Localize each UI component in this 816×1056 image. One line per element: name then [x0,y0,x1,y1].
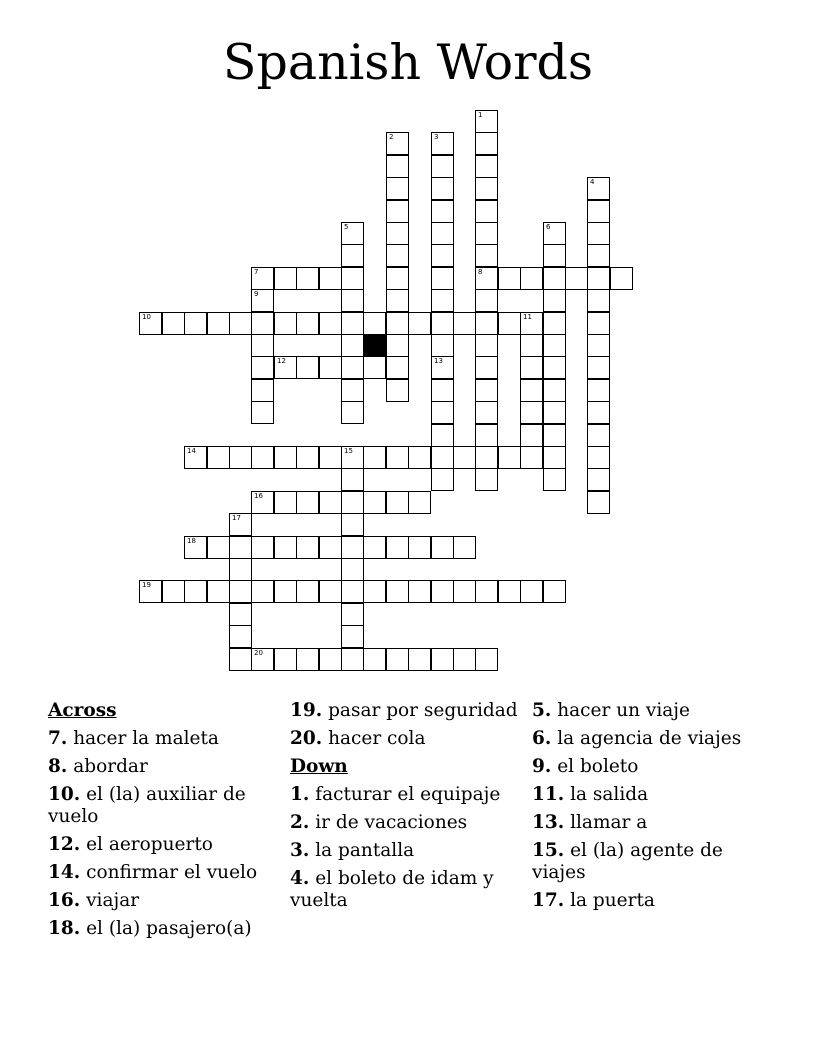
grid-cell[interactable] [341,312,364,335]
cell-number: 17 [232,514,241,522]
grid-cell[interactable] [341,401,364,424]
grid-cell[interactable] [184,446,207,469]
grid-cell[interactable] [431,267,454,290]
grid-cell[interactable] [296,491,319,514]
grid-cell[interactable] [319,312,342,335]
grid-cell[interactable] [229,580,252,603]
across-clue-20[interactable]: 20. hacer cola [290,728,426,749]
grid-cell[interactable] [363,648,386,671]
puzzle-title: Spanish Words [222,34,594,91]
grid-cell[interactable] [431,356,454,379]
grid-cell[interactable] [543,468,566,491]
grid-cell[interactable] [251,491,274,514]
grid-cell[interactable] [363,446,386,469]
grid-cell[interactable] [319,648,342,671]
grid-cell[interactable] [520,580,543,603]
grid-cell[interactable] [475,468,498,491]
grid-cell[interactable] [431,244,454,267]
clue-column-1 [48,700,278,946]
grid-cell[interactable] [587,401,610,424]
grid-cell[interactable] [587,244,610,267]
grid-cell[interactable] [229,446,252,469]
across-clue-8[interactable]: 8. abordar [48,756,148,777]
grid-cell[interactable] [251,289,274,312]
grid-cell[interactable] [587,177,610,200]
grid-cell[interactable] [363,536,386,559]
grid-cell[interactable] [475,110,498,133]
across-clue-16[interactable]: 16. viajar [48,890,140,911]
down-clue-5[interactable]: 5. hacer un viaje [532,700,690,721]
across-clue-19[interactable]: 19. pasar por seguridad [290,700,518,721]
grid-cell[interactable] [453,580,476,603]
grid-cell[interactable] [229,536,252,559]
grid-cell[interactable] [408,491,431,514]
grid-cell[interactable] [475,648,498,671]
grid-cell[interactable] [386,334,409,357]
grid-cell[interactable] [498,446,521,469]
grid-cell[interactable] [475,334,498,357]
grid-cell[interactable] [431,401,454,424]
grid-cell[interactable] [274,356,297,379]
grid-cell[interactable] [296,536,319,559]
grid-cell[interactable] [229,648,252,671]
grid-cell[interactable] [341,513,364,536]
grid-cell[interactable] [296,446,319,469]
grid-cell[interactable] [341,468,364,491]
grid-cell[interactable] [543,244,566,267]
grid-cell[interactable] [341,648,364,671]
grid-cell[interactable] [431,132,454,155]
grid-cell[interactable] [453,312,476,335]
grid-cell[interactable] [251,536,274,559]
down-clue-1[interactable]: 1. facturar el equipaje [290,784,501,805]
grid-cell[interactable] [453,536,476,559]
grid-cell[interactable] [319,356,342,379]
cell-number: 19 [142,581,151,589]
cell-number: 4 [590,178,595,186]
cell-number: 5 [344,223,349,231]
grid-cell[interactable] [475,446,498,469]
grid-cell[interactable] [341,580,364,603]
grid-cell[interactable] [274,580,297,603]
grid-cell[interactable] [386,312,409,335]
grid-cell[interactable] [431,155,454,178]
grid-cell[interactable] [543,289,566,312]
across-clue-14[interactable]: 14. confirmar el vuelo [48,862,258,883]
grid-cell[interactable] [431,222,454,245]
grid-cell[interactable] [341,356,364,379]
grid-cell[interactable] [587,200,610,223]
grid-cell[interactable] [475,424,498,447]
grid-cell[interactable] [520,312,543,335]
grid-cell[interactable] [363,580,386,603]
down-clue-11[interactable]: 11. la salida [532,784,649,805]
grid-cell[interactable] [386,356,409,379]
grid-cell[interactable] [207,580,230,603]
grid-cell[interactable] [543,267,566,290]
grid-cell[interactable] [587,312,610,335]
grid-cell[interactable] [520,401,543,424]
grid-cell[interactable] [587,424,610,447]
grid-cell[interactable] [386,648,409,671]
grid-cell[interactable] [341,603,364,626]
cell-number: 18 [187,537,196,545]
grid-cell[interactable] [543,379,566,402]
grid-cell[interactable] [341,536,364,559]
grid-cell[interactable] [520,334,543,357]
grid-cell[interactable] [229,625,252,648]
grid-cell[interactable] [520,379,543,402]
grid-cell[interactable] [184,536,207,559]
cell-number: 14 [187,447,196,455]
grid-cell[interactable] [475,244,498,267]
cell-number: 12 [277,357,286,365]
grid-cell[interactable] [610,267,633,290]
grid-cell[interactable] [453,446,476,469]
grid-cell[interactable] [341,446,364,469]
grid-cell[interactable] [251,648,274,671]
grid-cell[interactable] [431,446,454,469]
grid-cell[interactable] [319,267,342,290]
grid-cell[interactable] [431,580,454,603]
grid-cell[interactable] [274,312,297,335]
grid-cell[interactable] [363,356,386,379]
grid-cell[interactable] [587,468,610,491]
grid-cell[interactable] [296,648,319,671]
down-heading: Down [290,756,348,777]
grid-cell[interactable] [341,222,364,245]
grid-cell[interactable] [386,379,409,402]
down-clue-9[interactable]: 9. el boleto [532,756,639,777]
grid-cell[interactable] [207,446,230,469]
grid-cell[interactable] [251,580,274,603]
grid-cell[interactable] [296,580,319,603]
cell-number: 16 [254,492,263,500]
grid-cell[interactable] [431,177,454,200]
grid-cell[interactable] [296,267,319,290]
grid-cell[interactable] [341,558,364,581]
grid-cell[interactable] [229,603,252,626]
grid-cell[interactable] [520,356,543,379]
grid-cell[interactable] [587,491,610,514]
grid-cell[interactable] [431,468,454,491]
grid-cell[interactable] [543,222,566,245]
cell-number: 11 [523,313,532,321]
grid-cell[interactable] [251,312,274,335]
cell-number: 13 [434,357,443,365]
grid-cell[interactable] [251,379,274,402]
grid-cell[interactable] [386,267,409,290]
grid-cell[interactable] [543,580,566,603]
grid-cell[interactable] [408,648,431,671]
grid-cell[interactable] [207,536,230,559]
grid-cell[interactable] [386,446,409,469]
grid-cell[interactable] [251,401,274,424]
grid-cell[interactable] [543,356,566,379]
grid-cell[interactable] [341,289,364,312]
grid-cell[interactable] [498,580,521,603]
grid-cell[interactable] [319,446,342,469]
grid-cell[interactable] [341,334,364,357]
down-clue-3[interactable]: 3. la pantalla [290,840,415,861]
grid-cell[interactable] [475,356,498,379]
grid-cell[interactable] [475,222,498,245]
cell-number: 10 [142,313,151,321]
grid-cell[interactable] [498,267,521,290]
grid-cell[interactable] [274,446,297,469]
clue-list [48,700,788,960]
grid-cell[interactable] [543,446,566,469]
grid-cell[interactable] [431,536,454,559]
cell-number: 6 [546,223,551,231]
down-clue-6[interactable]: 6. la agencia de viajes [532,728,742,749]
across-clue-12[interactable]: 12. el aeropuerto [48,834,213,855]
grid-cell[interactable] [139,580,162,603]
grid-cell[interactable] [543,312,566,335]
grid-cell[interactable] [251,334,274,357]
grid-cell[interactable] [475,132,498,155]
grid-cell[interactable] [475,580,498,603]
grid-cell[interactable] [475,312,498,335]
grid-cell[interactable] [475,177,498,200]
grid-cell[interactable] [386,177,409,200]
grid-cell[interactable] [184,312,207,335]
grid-cell[interactable] [543,424,566,447]
grid-cell[interactable] [296,312,319,335]
grid-cell[interactable] [431,648,454,671]
grid-cell[interactable] [341,625,364,648]
grid-cell[interactable] [319,491,342,514]
across-clue-18[interactable]: 18. el (la) pasajero(a) [48,918,252,939]
cell-number: 7 [254,268,259,276]
cell-number: 15 [344,447,353,455]
down-clue-4[interactable]: 4. el boleto de idam y vuelta [290,868,494,911]
down-clue-15[interactable]: 15. el (la) agente de viajes [532,840,723,883]
grid-cell[interactable] [207,312,230,335]
grid-cell[interactable] [162,312,185,335]
grid-cell[interactable] [386,580,409,603]
grid-cell[interactable] [251,267,274,290]
down-clue-17[interactable]: 17. la puerta [532,890,655,911]
grid-cell[interactable] [341,491,364,514]
clue-column-3 [532,700,762,918]
across-clue-10[interactable]: 10. el (la) auxiliar de vuelo [48,784,246,827]
grid-cell[interactable] [274,267,297,290]
grid-cell[interactable] [363,491,386,514]
grid-cell[interactable] [587,334,610,357]
grid-cell[interactable] [229,312,252,335]
grid-cell[interactable] [341,244,364,267]
grid-cell[interactable] [386,132,409,155]
grid-cell[interactable] [184,580,207,603]
grid-cell[interactable] [587,356,610,379]
grid-cell[interactable] [520,424,543,447]
grid-cell[interactable] [475,267,498,290]
grid-cell[interactable] [543,401,566,424]
grid-cell[interactable] [386,155,409,178]
grid-cell[interactable] [296,356,319,379]
grid-cell[interactable] [319,536,342,559]
grid-cell[interactable] [543,334,566,357]
grid-cell[interactable] [229,558,252,581]
cell-number: 8 [478,268,483,276]
across-heading: Across [48,700,117,721]
grid-cell[interactable] [431,312,454,335]
grid-cell[interactable] [408,536,431,559]
grid-cell[interactable] [587,379,610,402]
grid-cell[interactable] [251,356,274,379]
grid-cell[interactable] [431,424,454,447]
grid-cell[interactable] [475,155,498,178]
black-cell [363,334,386,357]
grid-cell[interactable] [363,312,386,335]
grid-cell[interactable] [431,334,454,357]
grid-cell[interactable] [139,312,162,335]
cell-number: 2 [389,133,394,141]
grid-cell[interactable] [475,379,498,402]
grid-cell[interactable] [453,648,476,671]
cell-number: 1 [478,111,483,119]
grid-cell[interactable] [274,648,297,671]
cell-number: 20 [254,649,263,657]
grid-cell[interactable] [386,289,409,312]
grid-cell[interactable] [475,200,498,223]
grid-cell[interactable] [274,536,297,559]
grid-cell[interactable] [341,267,364,290]
grid-cell[interactable] [341,379,364,402]
grid-cell[interactable] [520,446,543,469]
down-clue-2[interactable]: 2. ir de vacaciones [290,812,468,833]
grid-cell[interactable] [386,222,409,245]
grid-cell[interactable] [431,200,454,223]
grid-cell[interactable] [475,401,498,424]
cell-number: 3 [434,133,439,141]
grid-cell[interactable] [386,244,409,267]
grid-cell[interactable] [408,446,431,469]
grid-cell[interactable] [408,580,431,603]
grid-cell[interactable] [498,312,521,335]
grid-cell[interactable] [386,536,409,559]
grid-cell[interactable] [587,289,610,312]
grid-cell[interactable] [565,267,588,290]
grid-cell[interactable] [319,580,342,603]
clue-column-2 [290,700,520,918]
grid-cell[interactable] [386,491,409,514]
grid-cell[interactable] [587,222,610,245]
grid-cell[interactable] [431,379,454,402]
grid-cell[interactable] [431,289,454,312]
grid-cell[interactable] [162,580,185,603]
down-clue-13[interactable]: 13. llamar a [532,812,648,833]
grid-cell[interactable] [251,446,274,469]
grid-cell[interactable] [475,289,498,312]
grid-cell[interactable] [520,267,543,290]
grid-cell[interactable] [229,513,252,536]
grid-cell[interactable] [274,491,297,514]
grid-cell[interactable] [587,446,610,469]
cell-number: 9 [254,290,259,298]
grid-cell[interactable] [408,312,431,335]
grid-cell[interactable] [386,200,409,223]
across-clue-7[interactable]: 7. hacer la maleta [48,728,219,749]
grid-cell[interactable] [587,267,610,290]
